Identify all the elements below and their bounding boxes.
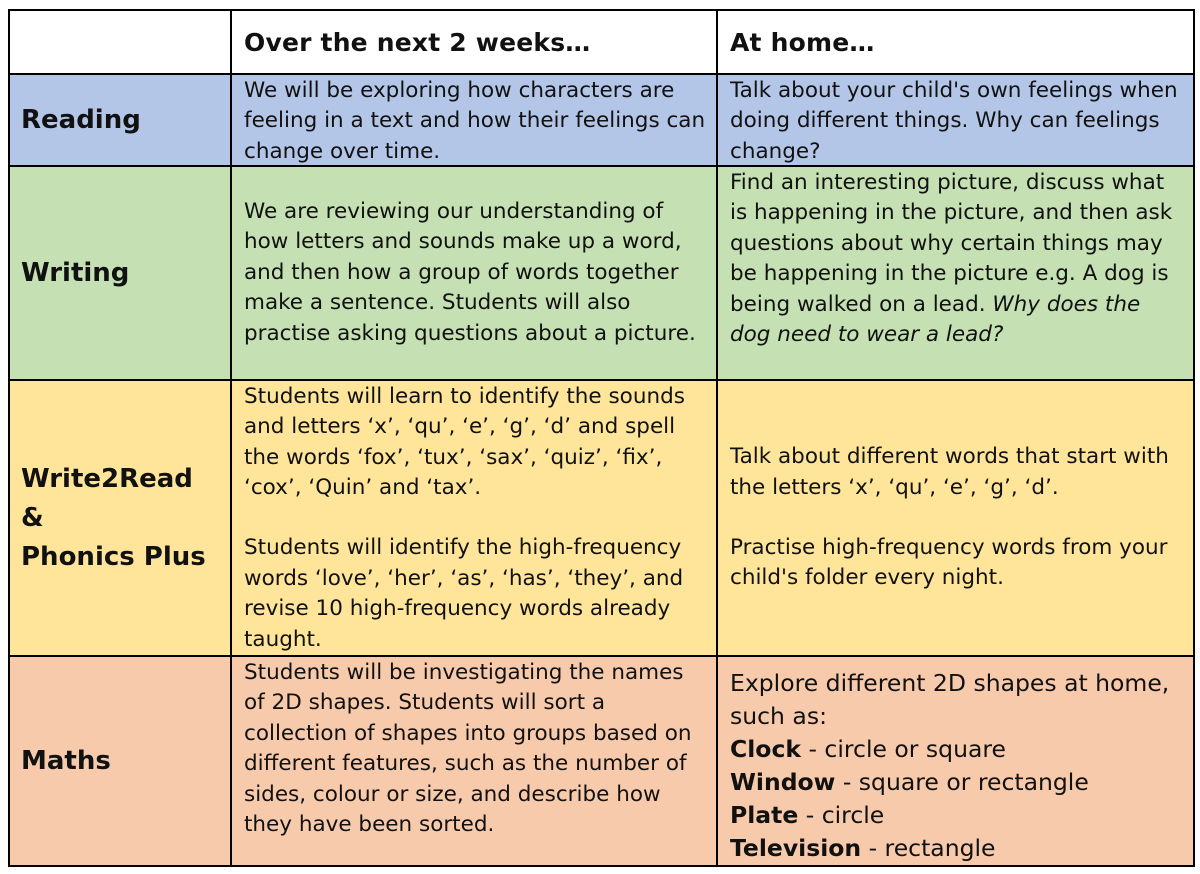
reading-home-cell — [718, 75, 1193, 167]
subject-maths: Maths — [10, 657, 232, 865]
write2read-weeks-cell — [232, 381, 718, 657]
maths-home-intro: Explore different 2D shapes at home, such as: — [730, 669, 1170, 730]
writing-home-cell — [718, 167, 1193, 381]
reading-weeks-text: We will be exploring how characters are feeling in a text and how their feelings can change over time. — [244, 78, 706, 164]
writing-home-text: Find an interesting picture, discuss what is happening in the picture, and then ask questions about why certain things may be happening in the picture e.g. A dog is being walked on a lead. — [730, 170, 1173, 317]
maths-weeks-text: Students will be investigating the names of 2D shapes. Students will sort a collection of shapes into groups based on different features, such as the number of sides, colour or size, and describe how they have been sorted. — [244, 660, 692, 838]
shape-item — [730, 733, 1183, 766]
subject-write2read-label — [21, 460, 206, 577]
header-at-home: At home… — [718, 11, 1193, 75]
shape-object: Television — [730, 834, 862, 862]
reading-home-text: Talk about your child's own feelings when doing different things. Why can feelings change? — [730, 78, 1178, 164]
shape-object: Window — [730, 768, 836, 796]
shape-object: Plate — [730, 801, 799, 829]
subject-write2read — [10, 381, 232, 657]
header-next-two-weeks: Over the next 2 weeks… — [232, 11, 718, 75]
subject-line-3: Phonics Plus — [21, 541, 206, 572]
subject-reading: Reading — [10, 75, 232, 167]
maths-home-cell — [718, 657, 1193, 865]
write2read-weeks-text-1: Students will learn to identify the sounds and letters ‘x’, ‘qu’, ‘e’, ‘g’, ‘d’ and spell the words ‘fox’, ‘tux’, ‘sax’, ‘quiz’, ‘fix’, ‘cox’, ‘Quin’ and ‘tax’. — [244, 384, 685, 501]
shape-description: - circle — [798, 801, 885, 829]
subject-writing: Writing — [10, 167, 232, 381]
writing-weeks-text: We are reviewing our understanding of how letters and sounds make up a word, and then how a group of words together make a sentence. Students will also practise asking questions about a picture. — [244, 198, 696, 346]
writing-home-question: Why does the dog need to wear a lead? — [730, 291, 1141, 348]
shape-description: - rectangle — [861, 834, 996, 862]
writing-home-paragraph — [730, 168, 1183, 350]
write2read-home-cell — [718, 381, 1193, 657]
weekly-plan-table — [8, 9, 1195, 867]
shape-item — [730, 832, 1183, 865]
shape-description: - circle or square — [801, 735, 1006, 763]
write2read-home-text-1: Talk about different words that start with the letters ‘x’, ‘qu’, ‘e’, ‘g’, ‘d’. — [730, 444, 1169, 500]
header-empty-cell — [10, 11, 232, 75]
maths-weeks-cell — [232, 657, 718, 865]
shape-item — [730, 799, 1183, 832]
write2read-home-text-2: Practise high-frequency words from your child's folder every night. — [730, 535, 1168, 591]
subject-line-2: & — [21, 502, 44, 533]
writing-weeks-cell — [232, 167, 718, 381]
reading-weeks-cell — [232, 75, 718, 167]
shape-item — [730, 766, 1183, 799]
write2read-weeks-text-2: Students will identify the high-frequency words ‘love’, ‘her’, ‘as’, ‘has’, ‘they’, and revise 10 high-frequency words already taught. — [244, 535, 684, 652]
subject-line-1: Write2Read — [21, 463, 193, 494]
shape-object: Clock — [730, 735, 802, 763]
shape-description: - square or rectangle — [835, 768, 1089, 796]
